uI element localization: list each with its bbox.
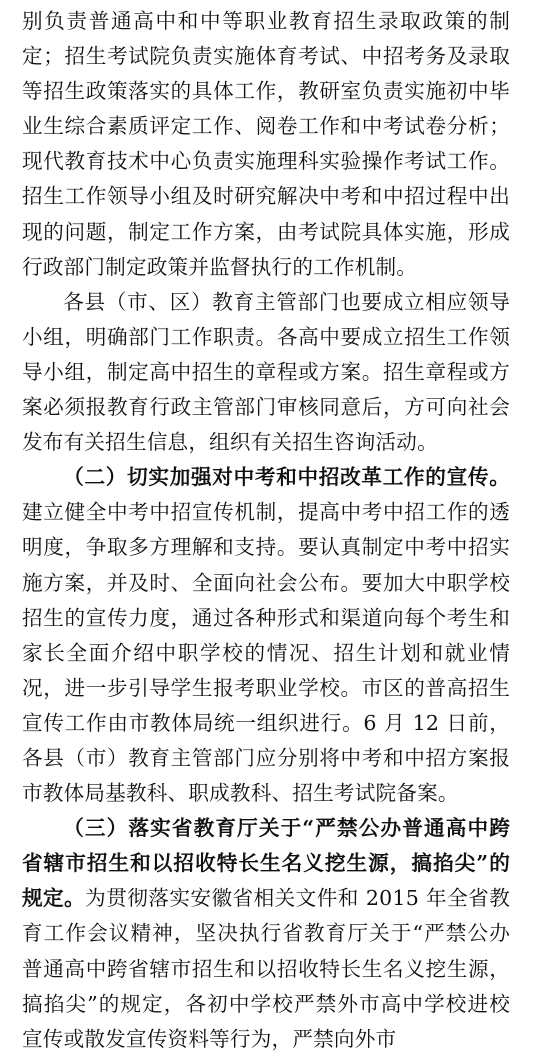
paragraph-3-text: 建立健全中考中招宣传机制，提高中考中招工作的透明度，争取多方理解和支持。要认真制定中考中招实施方案，并及时、全面向社会公布。要加大中职学校招生的宣传力度，通过各种形式和渠道向每个考生和家长全面介绍中职学校的情况、招生计划和就业情况，进一步引导学生报考职业学校。市区的普高招生宣传工作由市教体局统一组织进行。6 月 12 日前，各县（市）教育主管部门应分别将中考和中招方案报市教体局基教科、职成教科、招生考试院备案。 bbox=[22, 500, 510, 806]
paragraph-1-text: 别负责普通高中和中等职业教育招生录取政策的制定；招生考试院负责实施体育考试、中招考务及录取等招生政策落实的具体工作，教研室负责实施初中毕业生综合素质评定工作、阅卷工作和中考试卷分析；现代教育技术中心负责实施理科实验操作考试工作。招生工作领导小组及时研究解决中考和中招过程中出现的问题，制定工作方案，由考试院具体实施，形成行政部门制定政策并监督执行的工作机制。 bbox=[22, 9, 510, 279]
section-heading-3: （三）落实省教育厅关于“严禁公办普通高中跨省辖市招生和以招收特长生名义挖生源，搞掐尖”的规定。 bbox=[22, 816, 510, 911]
paragraph-3 bbox=[22, 460, 510, 811]
paragraph-2-text: 各县（市、区）教育主管部门也要成立相应领导小组，明确部门工作职责。各高中要成立招生工作领导小组，制定高中招生的章程或方案。招生章程或方案必须报教育行政主管部门审核同意后，方可向社会发布有关招生信息，组织有关招生咨询活动。 bbox=[22, 289, 510, 455]
paragraph-1 bbox=[22, 4, 510, 285]
paragraph-2 bbox=[22, 285, 510, 460]
paragraph-4-text: 为贯彻落实安徽省相关文件和 2015 年全省教育工作会议精神，坚决执行省教育厅关于“严禁公办普通高中跨省辖市招生和以招收特长生名义挖生源，搞掐尖”的规定，各初中学校严禁外市高中学校进校宣传或散发宣传资料等行为，严禁向外市 bbox=[22, 886, 510, 1051]
paragraph-4 bbox=[22, 811, 510, 1057]
section-heading-2: （二）切实加强对中考和中招改革工作的宣传。 bbox=[63, 465, 510, 490]
